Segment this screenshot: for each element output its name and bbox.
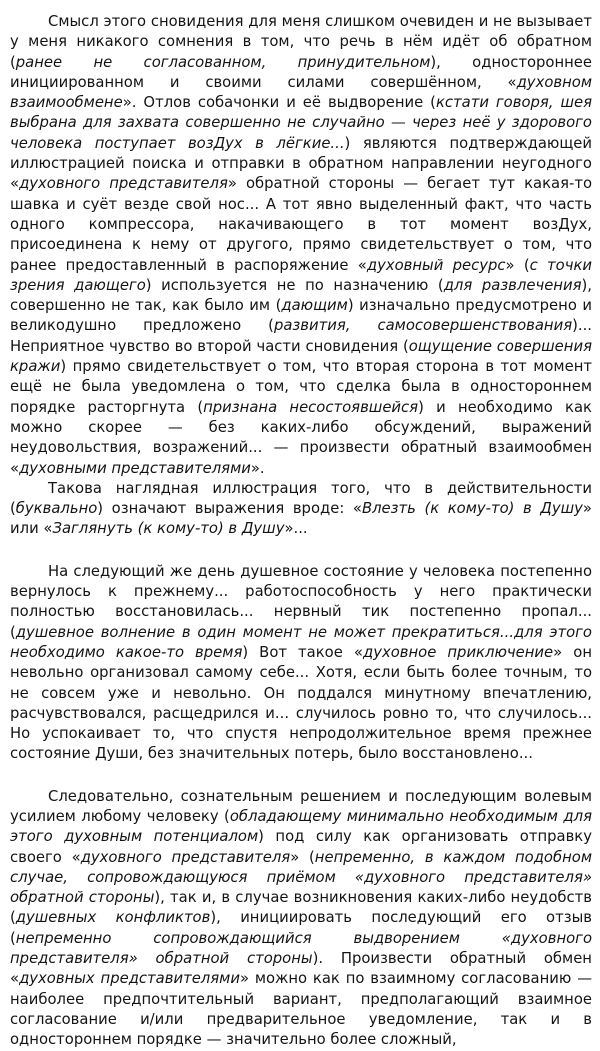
paragraph-2 [10,479,592,540]
italic-text: кстати говоря, шея выбрана для захвата совершенно не случайно — через неё у здорового человека поступает возДух в лёгкие... [10,94,593,152]
text-run: ), так и, в случае возникновения каких-либо неудобств ( [10,889,592,927]
text-run: ), инициировать последующий его отзыв ( [10,909,592,947]
text-run: » можно как по взаимному согласованию — наиболее предпочтительный вариант, предполагающий взаимное согласование и/или предварительное уведомление, так и в одностороннем порядке — значительно более сложный, [10,970,592,1049]
italic-text: духовное приключение [362,643,554,661]
text-run: ». [250,459,265,477]
text-run: ) под силу как организовать отправку своего « [10,828,592,866]
italic-text: духовных представителями [19,970,240,988]
italic-text: духовный ресурс [366,256,506,274]
italic-text: Заглянуть (к кому-то) в Душу [52,520,285,538]
text-run: » обратной стороны — бегает тут какая-то шавка и суёт везде свой нос... А тот явно выделенный факт, что часть одного компрессора, накачивающего в тот момент возДух, присоединена к нему от другого, прямо свидетельствует о том, что ранее предоставленный в распоряжение « [10,175,592,274]
text-run: ) и необходимо как можно скорее — без каких-либо обсуждений, выражений неудовольствия, возражений... — произвести обратный взаимообмен « [10,398,592,477]
text-run: ) изначально предусмотрено и великодушно предложено ( [10,297,592,335]
text-run: ) являются подтверждающей иллюстрацией поиска и отправки в обратном направлении неугодного « [10,134,593,193]
text-run: »... [284,520,308,538]
text-run: ). Произвести обратный обмен « [10,950,592,988]
text-run: На следующий же день душевное состояние у человека постепенно вернулось к прежнему... работоспособность у него практически полностью восстановилась... нервный тик постепенно пропал... ( [10,562,592,641]
text-run: ) означают выражения вроде: « [97,500,362,518]
italic-text: для развлечения [443,276,582,294]
text-run: ) Вот такое « [242,643,363,661]
italic-text: ранее не согласованном, принудительном [15,53,431,71]
paragraph-spacer [10,765,592,787]
italic-text: ощущение совершения кражи [10,337,592,376]
text-run: » ( [290,848,315,866]
text-run: Следовательно, сознательным решением и последующим волевым усилием любому человеку ( [10,787,592,825]
text-run: ) используется не по назначению ( [145,276,444,294]
text-run: » или « [10,500,592,538]
italic-text: признана несостоявшейся [203,398,419,416]
text-run: » ( [505,256,530,274]
italic-text: дающим [281,297,348,315]
italic-text: Влезть (к кому-то) в Душу [361,500,583,518]
italic-text: душевное волнение в один момент не может прекратиться...для этого необходимо какое-то время [10,623,592,661]
italic-text: душевных конфликтов [15,909,211,927]
italic-text: с точки зрения дающего [10,256,592,294]
italic-text: развития, самосовершенствования [273,317,573,335]
text-run: ), одностороннее инициированном и своими силами совершённом, « [10,53,592,91]
text-run: )... Неприятное чувство во второй части сновидения ( [10,317,592,355]
text-run: Такова наглядная иллюстрация того, что в действительности ( [10,479,592,518]
italic-text: духовном взаимообмене [10,73,592,112]
italic-text: непременно, в каждом подобном случае, сопровождающуюся приёмом «духовного представителя» обратной стороны [10,848,592,907]
italic-text: непременно сопровождающийся выдворением «духовного представителя» обратной стороны [10,929,592,968]
text-run: ), совершенно не так, как было им ( [10,276,592,315]
paragraph-3 [10,562,592,765]
text-run: ) прямо свидетельствует о том, что вторая сторона в тот момент ещё не была уведомлена о том, что сделка была в одностороннем порядке расторгнута ( [10,358,592,416]
text-run: ». Отлов собачонки и её выдворение ( [122,94,436,112]
paragraph-1 [10,12,592,479]
italic-text: буквально [15,500,98,518]
paragraph-spacer [10,540,592,562]
paragraph-4 [10,787,592,1051]
italic-text: обладающему минимально необходимым для этого духовным потенциалом [10,807,592,846]
italic-text: духовными представителями [19,459,251,477]
text-run: » он невольно организовал самому себе... Хотя, если быть более точным, то не совсем уже и невольно. Он поддался минутному впечатлению, расчувствовался, расщедрился и... случилось ровно то, что случилось... Но успокаивает то, что спустя непродолжительное время прежнее состояние Души, без значительных потерь, было восстановлено... [10,643,592,763]
italic-text: духовного представителя [19,175,228,193]
text-run: Смысл этого сновидения для меня слишком очевиден и не вызывает у меня никакого сомнения в том, что речь в нём идёт об обратном ( [10,13,592,71]
italic-text: духовного представителя [80,848,291,866]
